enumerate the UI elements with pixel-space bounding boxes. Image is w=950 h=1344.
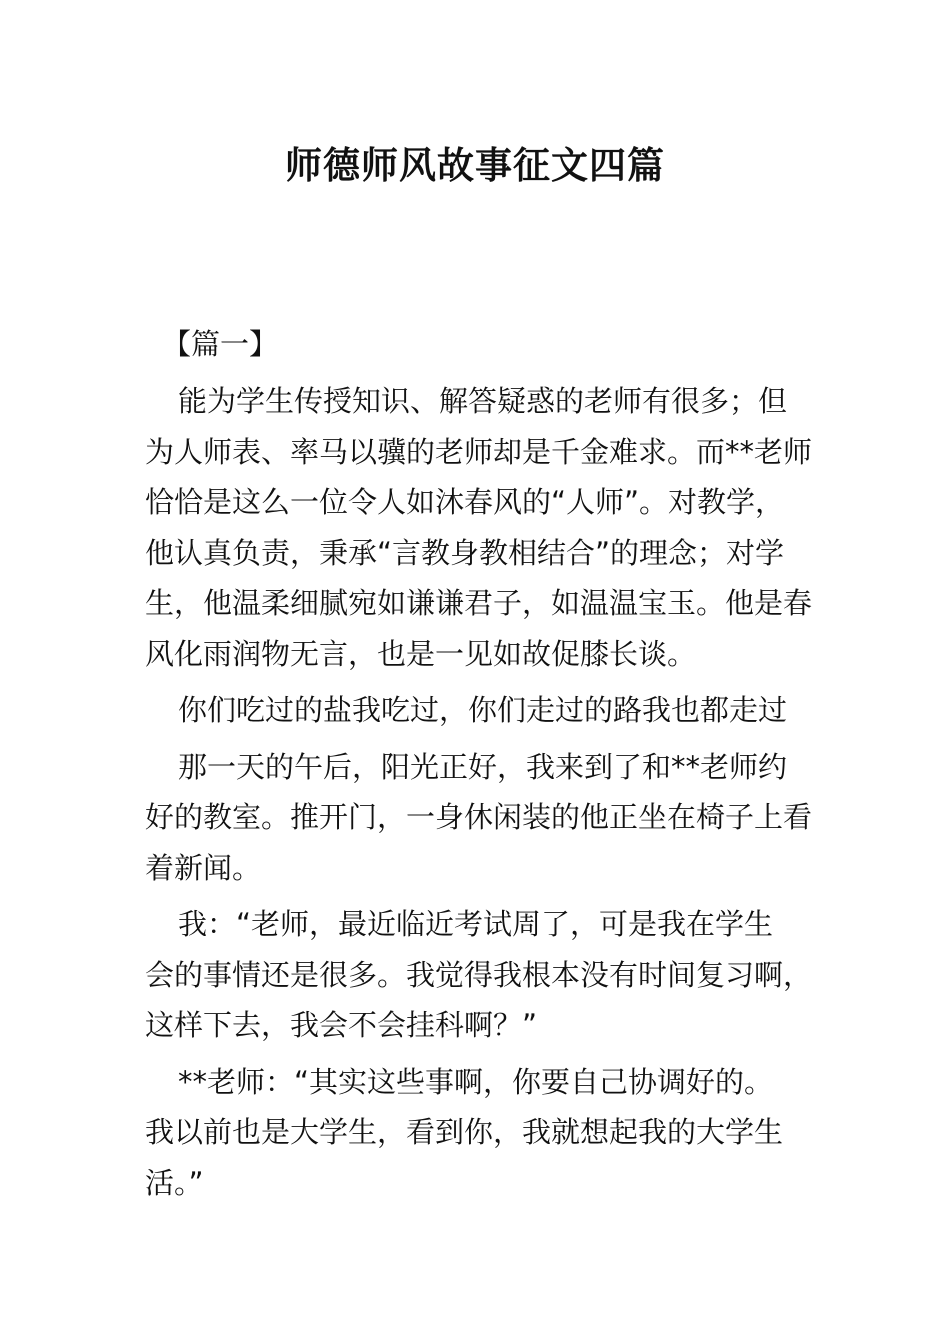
paragraph-line: 你们吃过的盐我吃过，你们走过的路我也都走过 (178, 693, 788, 727)
body-paragraph (145, 1057, 810, 1209)
section-heading: 【篇一】 (162, 327, 279, 361)
paragraph-line: 我：“老师，最近临近考试周了，可是我在学生 (178, 907, 774, 941)
document-title: 师德师风故事征文四篇 (285, 144, 665, 187)
document-body (145, 376, 813, 1214)
paragraph-line: 能为学生传授知识、解答疑惑的老师有很多；但 (178, 384, 788, 418)
paragraph-line: 好的教室。推开门，一身休闲装的他正坐在椅子上看 (145, 800, 813, 834)
body-paragraph (145, 685, 810, 736)
paragraph-line: 恰恰是这么一位令人如沐春风的“人师”。对教学， (145, 485, 785, 519)
body-paragraph (145, 899, 813, 1051)
paragraph-line: **老师：“其实这些事啊，你要自己协调好的。 (178, 1064, 774, 1099)
paragraph-line: 那一天的午后，阳光正好，我来到了和**老师约 (178, 749, 788, 784)
paragraph-line: 他认真负责，秉承“言教身教相结合”的理念；对学 (145, 535, 785, 570)
body-paragraph (145, 376, 813, 679)
paragraph-line: 会的事情还是很多。我觉得我根本没有时间复习啊， (145, 957, 813, 992)
paragraph-line: 着新闻。 (145, 850, 262, 885)
paragraph-line: 活。” (145, 1165, 204, 1200)
paragraph-line: 为人师表、率马以骥的老师却是千金难求。而**老师 (145, 434, 813, 469)
body-paragraph (145, 742, 813, 894)
paragraph-line: 生，他温柔细腻宛如谦谦君子，如温温宝玉。他是春 (145, 586, 813, 620)
paragraph-line: 我以前也是大学生，看到你，我就想起我的大学生 (145, 1115, 784, 1149)
paragraph-line: 风化雨润物无言，也是一见如故促膝长谈。 (145, 636, 697, 671)
paragraph-line: 这样下去，我会不会挂科啊？” (145, 1008, 538, 1042)
